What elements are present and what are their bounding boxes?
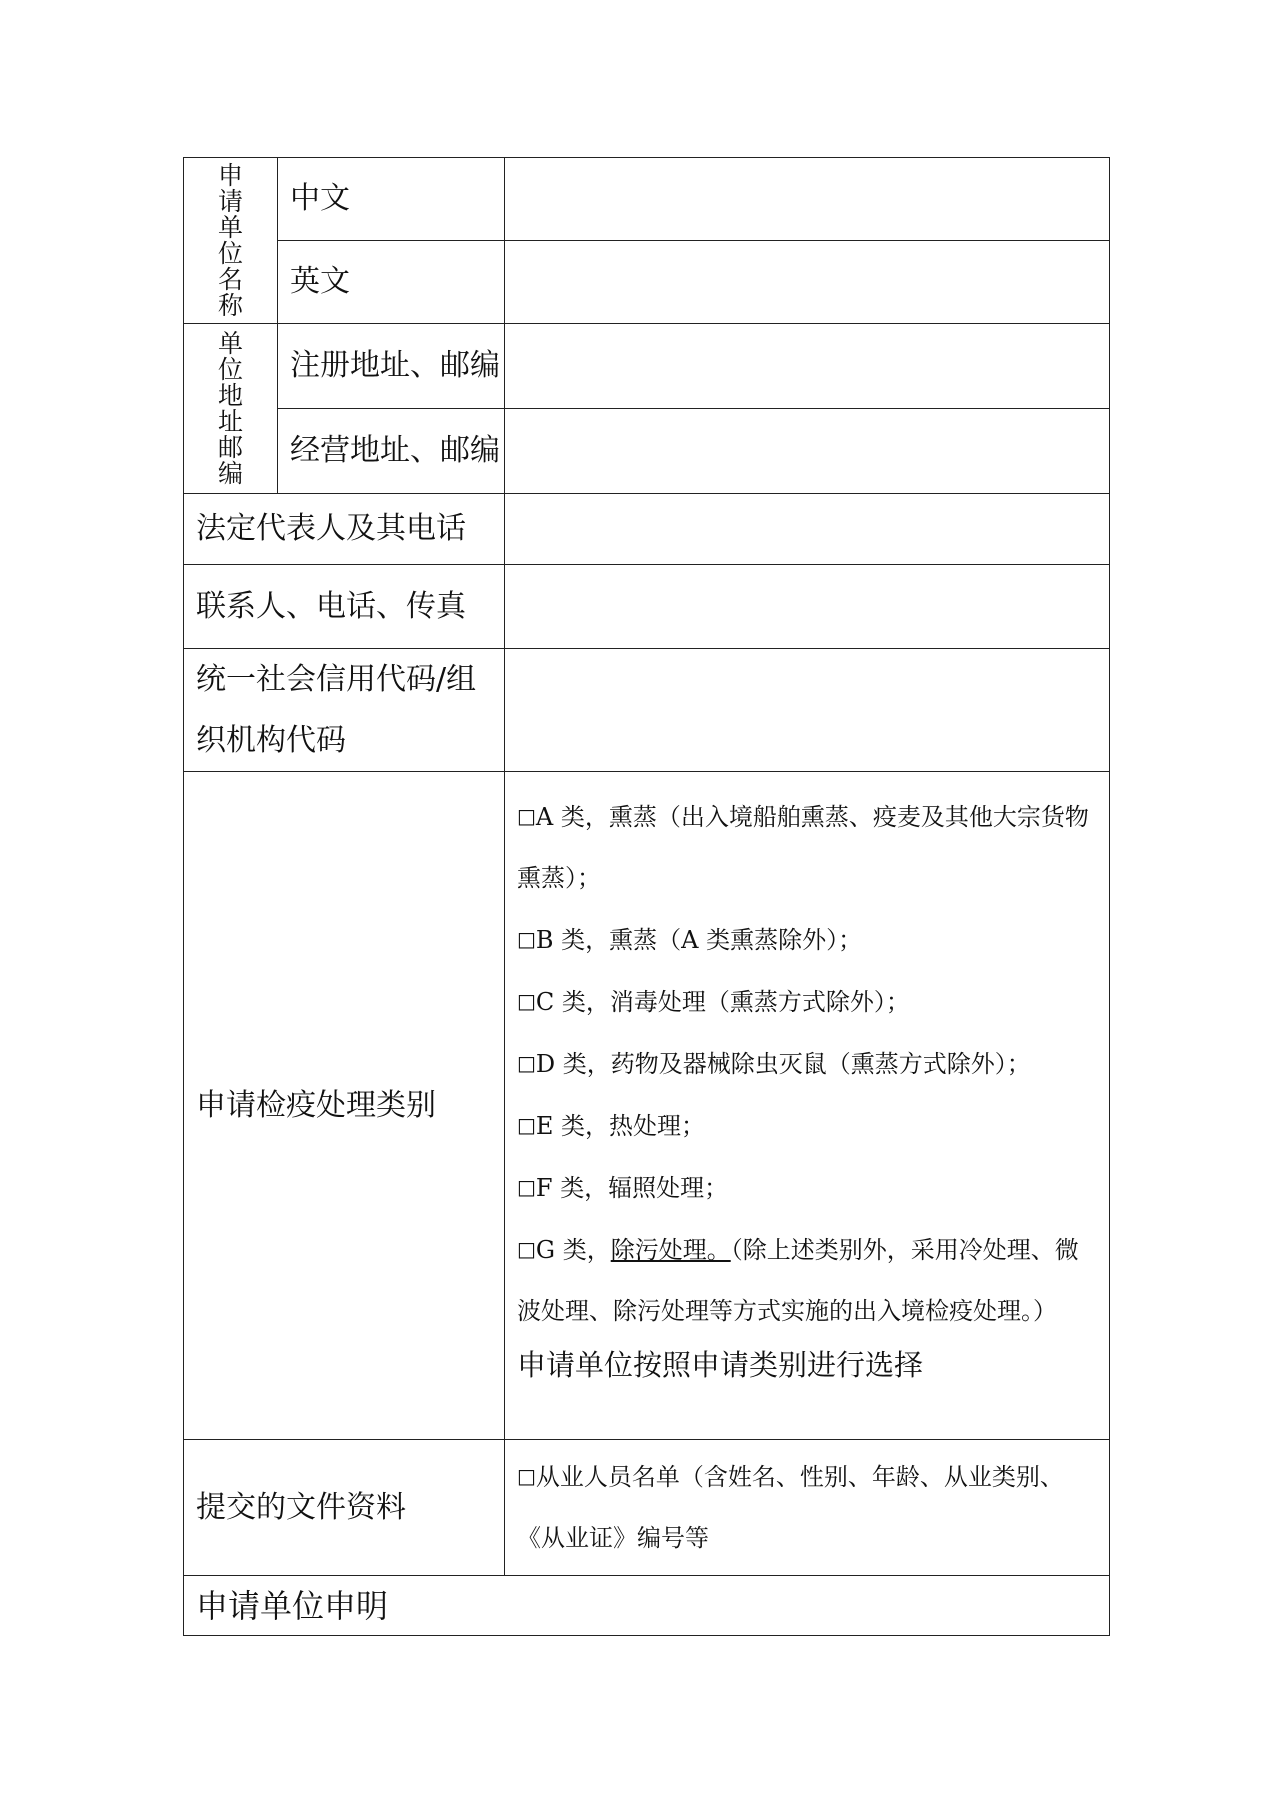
checkbox-icon[interactable]: □ [517,804,536,828]
english-name-field[interactable] [505,241,1110,324]
category-g-prefix: G 类， [535,1236,611,1264]
address-group-cell [184,324,278,494]
credit-code-row [184,649,1110,772]
category-a-item[interactable] [517,786,1099,909]
checkbox-icon[interactable]: □ [517,927,536,951]
credit-code-field[interactable] [505,649,1110,772]
category-e-text: E 类，热处理； [535,1112,706,1140]
checkbox-icon[interactable]: □ [517,1051,536,1075]
address-group-label: 单位地址邮编 [217,328,243,488]
legal-rep-field[interactable] [505,494,1110,565]
contact-label: 联系人、电话、传真 [184,565,505,649]
name-chinese-row [184,158,1110,241]
documents-item-text: 从业人员名单（含姓名、性别、年龄、从业类别、《从业证》编号等 [517,1463,1064,1552]
legal-rep-label: 法定代表人及其电话 [184,494,505,565]
category-g-underlined: 除污处理。 [610,1236,731,1264]
categories-note: 申请单位按照申请类别进行选择 [517,1348,924,1382]
legal-rep-row [184,494,1110,565]
chinese-name-field[interactable] [505,158,1110,241]
checkbox-icon[interactable]: □ [517,1113,536,1137]
contact-row [184,565,1110,649]
checkbox-icon[interactable]: □ [517,1175,536,1199]
category-f-item[interactable] [517,1157,1099,1219]
contact-field[interactable] [505,565,1110,649]
name-english-row [184,241,1110,324]
chinese-name-label: 中文 [278,158,505,241]
categories-list [505,772,1110,1440]
documents-label: 提交的文件资料 [184,1440,505,1576]
category-g-item[interactable] [517,1219,1099,1342]
application-form-table [183,157,1110,1636]
category-d-item[interactable] [517,1033,1099,1095]
name-group-label: 申请单位名称 [217,160,243,320]
checkbox-icon[interactable]: □ [517,1464,536,1488]
documents-list [505,1440,1110,1576]
category-a-text: A 类，熏蒸（出入境船舶熏蒸、疫麦及其他大宗货物熏蒸）； [517,803,1089,892]
category-d-text: D 类，药物及器械除虫灭鼠（熏蒸方式除外）； [535,1050,1031,1078]
business-address-row [184,409,1110,494]
category-c-item[interactable] [517,971,1099,1033]
credit-code-label: 统一社会信用代码/组织机构代码 [184,649,505,772]
documents-row [184,1440,1110,1576]
business-address-label: 经营地址、邮编 [278,409,505,494]
name-group-cell [184,158,278,324]
declaration-label: 申请单位申明 [184,1576,1110,1636]
registered-address-label: 注册地址、邮编 [278,324,505,409]
business-address-field[interactable] [505,409,1110,494]
category-b-text: B 类，熏蒸（A 类熏蒸除外）； [535,926,863,954]
checkbox-icon[interactable]: □ [517,1237,536,1261]
english-name-label: 英文 [278,241,505,324]
registered-address-field[interactable] [505,324,1110,409]
category-g-text: （除上述类别外，采用冷处理、微波处理、除污处理等方式实施的出入境检疫处理。） [517,1236,1079,1325]
categories-row [184,772,1110,1440]
categories-label: 申请检疫处理类别 [184,772,505,1440]
checkbox-icon[interactable]: □ [517,989,536,1013]
declaration-row [184,1576,1110,1636]
category-e-item[interactable] [517,1095,1099,1157]
category-b-item[interactable] [517,909,1099,971]
registered-address-row [184,324,1110,409]
category-c-text: C 类，消毒处理（熏蒸方式除外）； [535,988,910,1016]
category-f-text: F 类，辐照处理； [535,1174,729,1202]
